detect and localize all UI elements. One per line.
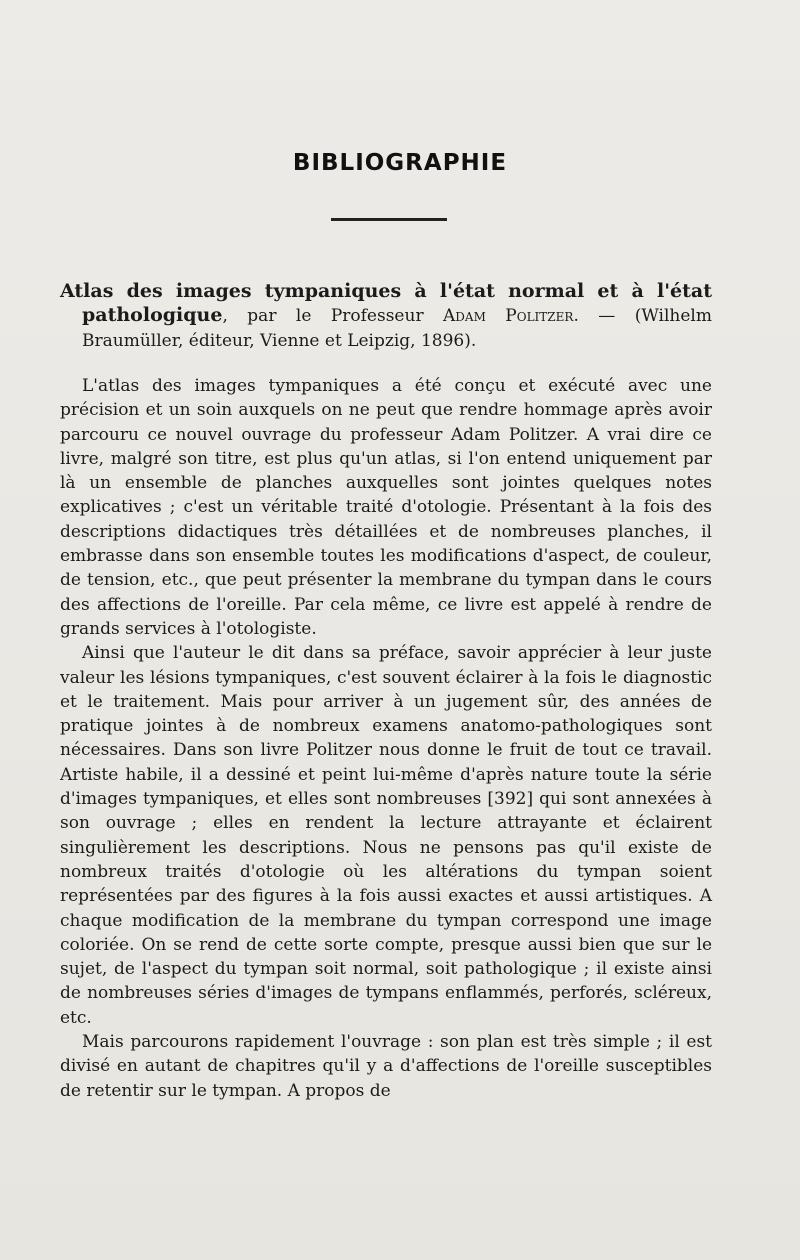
entry-title-line2: pathologique (82, 304, 223, 327)
entry-title-line1: Atlas des images tympaniques à l'état normal et à l'état (60, 280, 712, 302)
review-paragraph-2: Ainsi que l'auteur le dit dans sa préface, savoir apprécier à leur juste valeur les lésions tympaniques, c'est souvent éclairer à la fois le diagnostic et le traitement. Mais pour arriver à un jugement sûr, des années de pratique jointes à de nombreux examens anatomo-pathologiques sont nécessaires. Dans son livre Politzer nous donne le fruit de tout ce travail. Artiste habile, il a dessiné et peint lui-même d'après nature toute la série d'images tympaniques, et elles sont nombreuses [392] qui sont annexées à son ouvrage ; elles en rendent la lecture attrayante et éclairent singulièrement les descriptions. Nous ne pensons pas qu'il existe de nombreux traités d'otologie où les altérations du tympan soient représentées par des figures à la fois aussi exactes et aussi artistiques. A chaque modification de la membrane du tympan correspond une image coloriée. On se rend de cette sorte compte, presque aussi bien que sur le sujet, de l'aspect du tympan soit normal, soit pathologique ; il existe ainsi de nombreuses séries d'images de tympans enflammés, perforés, scléreux, etc. (60, 643, 712, 1028)
bibliography-entry-title (60, 279, 712, 353)
entry-title-rest (60, 303, 712, 353)
entry-publisher: . — (Wilhelm Braumüller, éditeur, Vienne et Leipzig, 1896). (82, 306, 712, 351)
review-paragraph-3: Mais parcourons rapidement l'ouvrage : son plan est très simple ; il est divisé en autant de chapitres qu'il y a d'affections de l'oreille susceptibles de retentir sur le tympan. A propos de (60, 1032, 712, 1101)
heading-rule (331, 218, 447, 221)
entry-by: , par le Professeur (222, 306, 444, 327)
entry-author: Adam Politzer (443, 306, 574, 327)
review-paragraph-1: L'atlas des images tympaniques a été conçu et exécuté avec une précision et un soin auxquels on ne peut que rendre hommage après avoir parcouru ce nouvel ouvrage du professeur Adam Politzer. A vrai dire ce livre, malgré son titre, est plus qu'un atlas, si l'on entend uniquement par là un ensemble de planches auxquelles sont jointes quelques notes explicatives ; c'est un véritable traité d'otologie. Présentant à la fois des descriptions didactiques très détaillées et de nombreuses planches, il embrasse dans son ensemble toutes les modifications d'aspect, de couleur, de tension, etc., que peut présenter la membrane du tympan dans le cours des affections de l'oreille. Par cela même, ce livre est appelé à rendre de grands services à l'otologiste. (60, 376, 712, 639)
review-body (60, 374, 712, 1103)
section-heading: BIBLIOGRAPHIE (292, 150, 508, 176)
